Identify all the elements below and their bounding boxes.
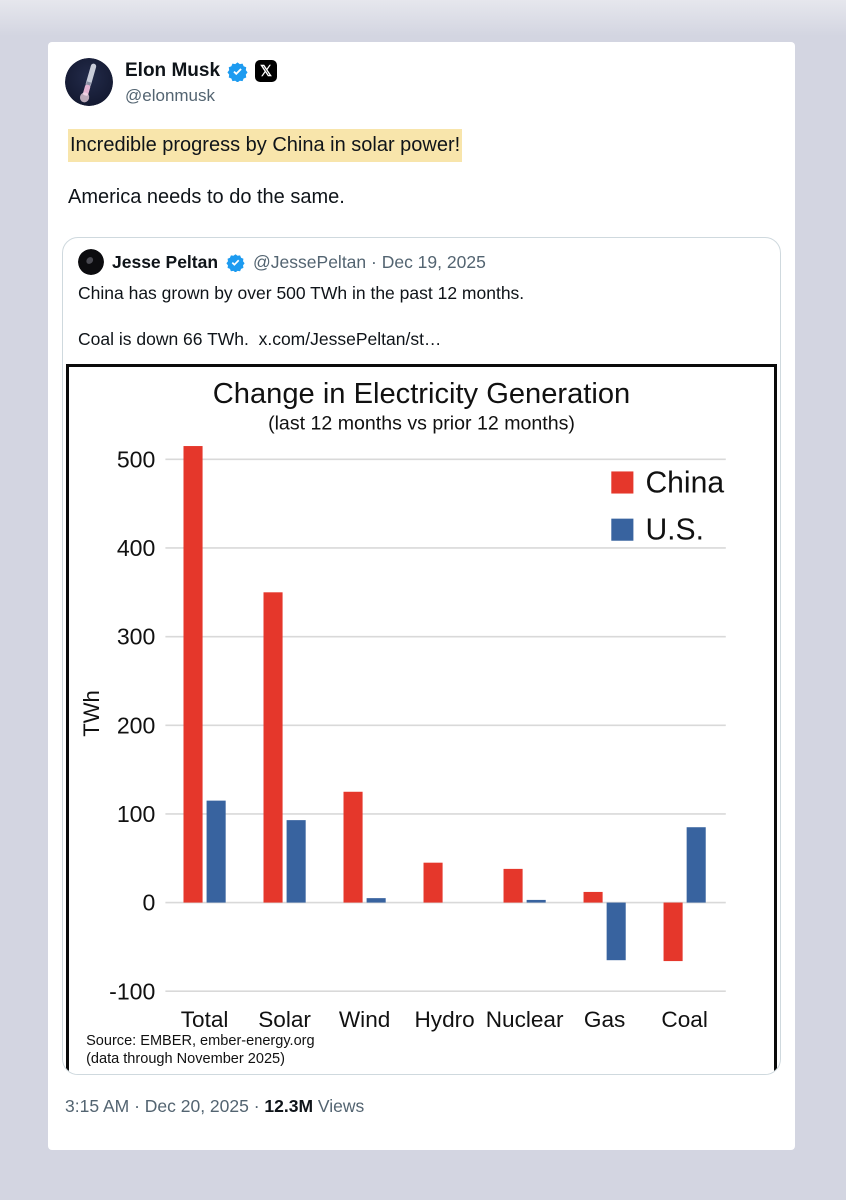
highlighted-text: Incredible progress by China in solar power! — [68, 129, 462, 162]
svg-text:Change in Electricity Generati: Change in Electricity Generation — [212, 378, 631, 411]
tweet-card — [48, 42, 795, 1150]
tweet-header — [65, 58, 781, 106]
quoted-text-line1: China has grown by over 500 TWh in the past 12 months. — [78, 283, 525, 303]
timestamp: 3:15 AM · Dec 20, 2025 · — [65, 1096, 265, 1116]
svg-text:0: 0 — [142, 889, 156, 916]
svg-text:TWh: TWh — [79, 690, 105, 737]
svg-text:U.S.: U.S. — [645, 513, 705, 547]
jesse-peltan-avatar[interactable] — [78, 249, 104, 275]
svg-text:Nuclear: Nuclear — [485, 1006, 564, 1032]
views-count: 12.3M — [264, 1096, 314, 1116]
quoted-tweet-header — [63, 238, 780, 275]
elon-musk-avatar[interactable] — [65, 58, 113, 106]
x-logo-icon: 𝕏 — [255, 60, 277, 82]
views-label: Views — [313, 1096, 365, 1116]
svg-text:China: China — [645, 466, 725, 500]
svg-text:(data through November 2025): (data through November 2025) — [86, 1050, 286, 1067]
author-name[interactable]: Elon Musk — [125, 60, 221, 81]
tweet-text-line1 — [68, 133, 778, 158]
svg-text:200: 200 — [116, 712, 156, 739]
svg-text:Total: Total — [180, 1006, 229, 1032]
quoted-avatar-image — [78, 249, 104, 275]
svg-text:Source: EMBER, ember-energy.or: Source: EMBER, ember-energy.org — [86, 1032, 315, 1049]
quoted-author-name[interactable]: Jesse Peltan — [112, 251, 219, 272]
electricity-bar-chart — [69, 367, 774, 1074]
tweet-footer — [65, 1096, 778, 1117]
quoted-handle-and-date[interactable]: @JessePeltan · Dec 19, 2025 — [253, 251, 486, 272]
svg-text:500: 500 — [116, 446, 156, 473]
svg-text:Coal: Coal — [661, 1006, 708, 1032]
quoted-verified-badge-icon — [226, 253, 245, 272]
electricity-chart-image[interactable] — [66, 364, 777, 1075]
verified-badge-icon — [227, 61, 248, 82]
svg-text:Hydro: Hydro — [414, 1006, 475, 1032]
svg-text:100: 100 — [116, 800, 156, 827]
svg-text:-100: -100 — [109, 978, 156, 1005]
quoted-text-line2: Coal is down 66 TWh. x.com/JessePeltan/st… — [78, 329, 442, 349]
svg-text:Gas: Gas — [583, 1006, 626, 1032]
svg-text:400: 400 — [116, 535, 156, 562]
author-handle[interactable]: @elonmusk — [125, 86, 216, 105]
svg-text:300: 300 — [116, 623, 156, 650]
svg-text:Wind: Wind — [338, 1006, 391, 1032]
rocket-avatar-image — [65, 58, 113, 106]
svg-text:Solar: Solar — [258, 1006, 311, 1032]
tweet-text-line2: America needs to do the same. — [68, 186, 345, 208]
svg-text:(last 12 months vs prior 12 mo: (last 12 months vs prior 12 months) — [268, 412, 575, 435]
quoted-tweet-card[interactable] — [62, 237, 781, 1075]
